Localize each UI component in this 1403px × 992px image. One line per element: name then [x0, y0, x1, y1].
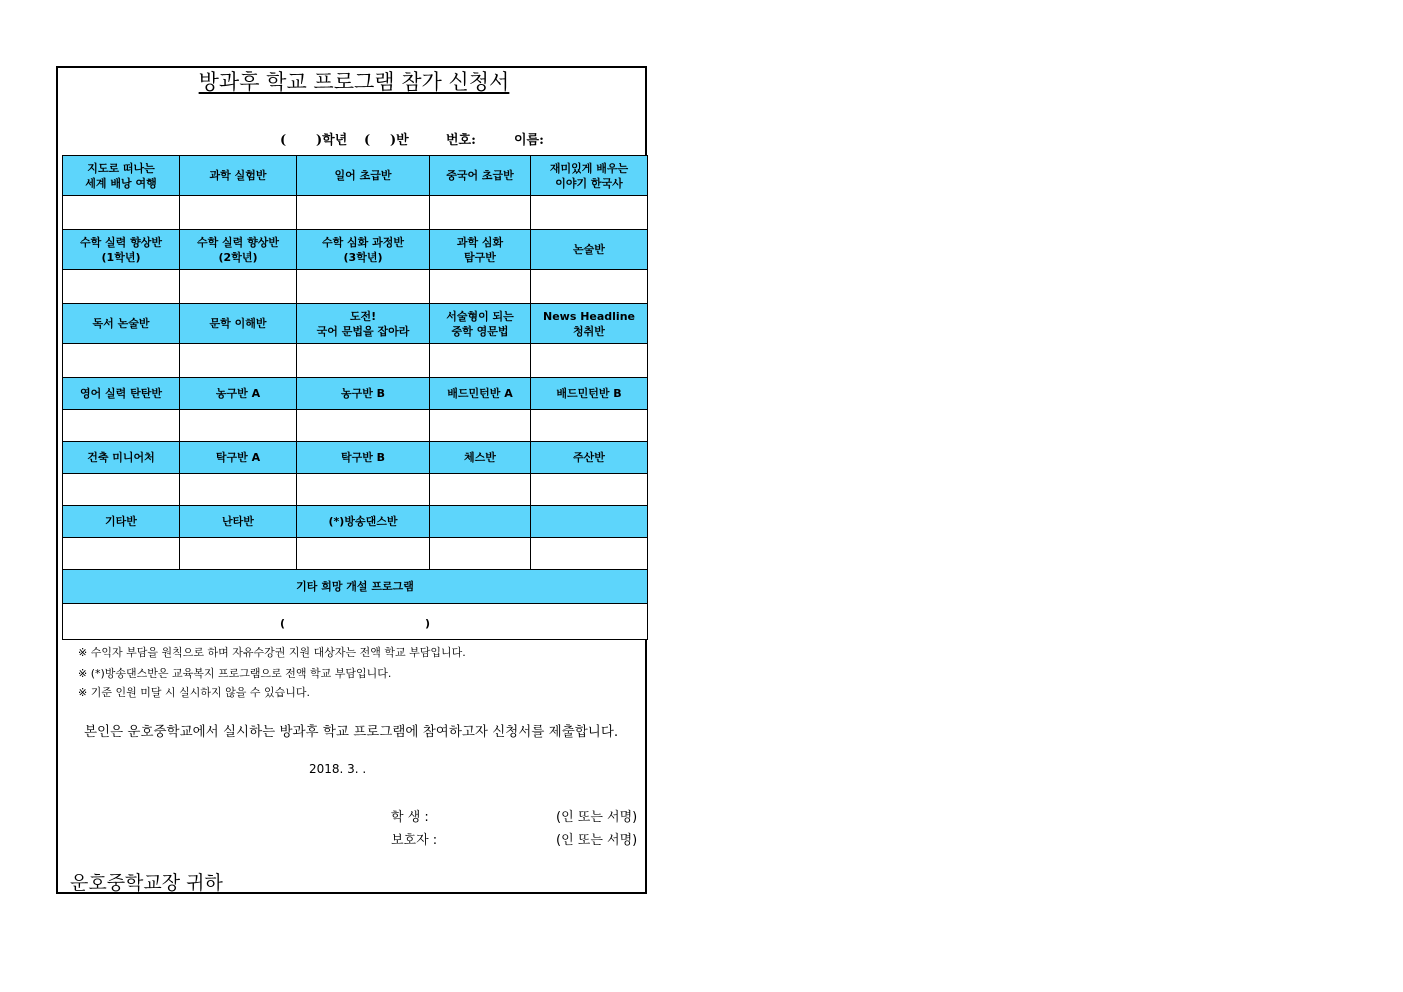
grade-input[interactable] [290, 132, 316, 150]
recipient-line: 운호중학교장 귀하 [70, 872, 223, 894]
program-selection-cell[interactable] [63, 538, 180, 570]
program-selection-cell[interactable] [63, 196, 180, 230]
program-name-row [63, 230, 648, 270]
program-name-cell: 기타반 [63, 506, 180, 538]
program-selection-cell[interactable] [531, 270, 648, 304]
program-selection-cell[interactable] [430, 270, 531, 304]
student-signature-field[interactable] [450, 804, 550, 822]
number-label: 번호: [446, 133, 476, 148]
note-2: ※ (*)방송댄스반은 교육복지 프로그램으로 전액 학교 부담입니다. [78, 667, 392, 680]
program-selection-cell[interactable] [297, 474, 430, 506]
program-selection-cell[interactable] [297, 270, 430, 304]
program-selection-row [63, 474, 648, 506]
program-name-cell: News Headline 청취반 [531, 304, 648, 344]
guardian-signature-note: (인 또는 서명) [556, 833, 638, 848]
program-selection-cell[interactable] [531, 538, 648, 570]
program-name-cell: 독서 논술반 [63, 304, 180, 344]
class-label: )반 [390, 133, 409, 148]
number-input[interactable] [486, 132, 512, 150]
program-table [62, 155, 648, 640]
note-3: ※ 기준 인원 미달 시 실시하지 않을 수 있습니다. [78, 686, 310, 699]
program-name-cell: 건축 미니어처 [63, 442, 180, 474]
name-input[interactable] [552, 132, 642, 150]
program-selection-cell[interactable] [430, 344, 531, 378]
program-name-cell: 서술형이 되는 중학 영문법 [430, 304, 531, 344]
guardian-signature-label: 보호자 : [391, 833, 438, 848]
program-selection-row [63, 270, 648, 304]
name-label: 이름: [514, 133, 544, 148]
program-selection-cell[interactable] [531, 410, 648, 442]
program-name-cell: 문학 이해반 [180, 304, 297, 344]
guardian-signature-field[interactable] [450, 827, 550, 845]
program-selection-row [63, 538, 648, 570]
program-selection-cell[interactable] [63, 410, 180, 442]
program-name-cell: 탁구반 B [297, 442, 430, 474]
program-selection-cell[interactable] [180, 474, 297, 506]
program-name-row [63, 304, 648, 344]
program-selection-cell[interactable] [297, 344, 430, 378]
class-open-paren: ( [364, 133, 371, 148]
program-selection-cell[interactable] [430, 196, 531, 230]
program-name-cell: 주산반 [531, 442, 648, 474]
program-selection-cell[interactable] [430, 410, 531, 442]
program-name-row [63, 378, 648, 410]
program-selection-cell[interactable] [430, 474, 531, 506]
application-date[interactable]: 2018. 3. . [309, 762, 367, 776]
program-name-cell: 탁구반 A [180, 442, 297, 474]
program-selection-cell[interactable] [430, 538, 531, 570]
program-selection-cell[interactable] [297, 410, 430, 442]
program-selection-cell[interactable] [180, 196, 297, 230]
program-name-cell: 중국어 초급반 [430, 156, 531, 196]
application-statement: 본인은 운호중학교에서 실시하는 방과후 학교 프로그램에 참여하고자 신청서를 제출합니다. [84, 724, 619, 740]
program-name-cell: 수학 실력 향상반 (2학년) [180, 230, 297, 270]
program-name-row [63, 156, 648, 196]
other-program-input[interactable] [285, 613, 425, 627]
program-selection-cell[interactable] [531, 344, 648, 378]
program-name-cell: 농구반 A [180, 378, 297, 410]
program-name-cell [430, 506, 531, 538]
program-name-cell: 도전! 국어 문법을 잡아라 [297, 304, 430, 344]
other-program-header-row [63, 570, 648, 604]
form-title: 방과후 학교 프로그램 참가 신청서 [198, 70, 510, 94]
program-selection-cell[interactable] [63, 344, 180, 378]
program-selection-cell[interactable] [63, 270, 180, 304]
program-selection-cell[interactable] [531, 196, 648, 230]
program-name-row [63, 442, 648, 474]
program-selection-cell[interactable] [180, 410, 297, 442]
other-program-entry[interactable] [63, 604, 648, 640]
other-program-open-paren: ( [279, 616, 285, 630]
program-name-cell: 재미있게 배우는 이야기 한국사 [531, 156, 648, 196]
program-name-cell: 과학 실험반 [180, 156, 297, 196]
grade-label: )학년 [316, 133, 348, 148]
program-name-cell: 체스반 [430, 442, 531, 474]
program-selection-row [63, 344, 648, 378]
program-name-cell [531, 506, 648, 538]
program-selection-cell[interactable] [180, 538, 297, 570]
program-name-cell: 영어 실력 탄탄반 [63, 378, 180, 410]
program-name-cell: 과학 심화 탐구반 [430, 230, 531, 270]
program-name-cell: 논술반 [531, 230, 648, 270]
grade-open-paren: ( [280, 133, 287, 148]
program-name-cell: 난타반 [180, 506, 297, 538]
program-name-cell: (*)방송댄스반 [297, 506, 430, 538]
program-name-cell: 일어 초급반 [297, 156, 430, 196]
program-selection-cell[interactable] [297, 538, 430, 570]
other-program-header: 기타 희망 개설 프로그램 [63, 570, 648, 604]
program-selection-cell[interactable] [297, 196, 430, 230]
program-selection-row [63, 196, 648, 230]
other-program-entry-row [63, 604, 648, 640]
program-selection-row [63, 410, 648, 442]
program-selection-cell[interactable] [180, 270, 297, 304]
student-signature-label: 학 생 : [391, 810, 429, 825]
program-name-cell: 농구반 B [297, 378, 430, 410]
program-name-cell: 수학 실력 향상반 (1학년) [63, 230, 180, 270]
note-1: ※ 수익자 부담을 원칙으로 하며 자유수강권 지원 대상자는 전액 학교 부담입니다. [78, 646, 466, 659]
program-name-row [63, 506, 648, 538]
program-selection-cell[interactable] [531, 474, 648, 506]
program-name-cell: 배드민턴반 B [531, 378, 648, 410]
program-selection-cell[interactable] [180, 344, 297, 378]
application-form [56, 66, 647, 894]
student-info-line [58, 132, 645, 150]
program-name-cell: 지도로 떠나는 세계 배낭 여행 [63, 156, 180, 196]
program-name-cell: 수학 심화 과정반 (3학년) [297, 230, 430, 270]
program-selection-cell[interactable] [63, 474, 180, 506]
student-signature-note: (인 또는 서명) [556, 810, 638, 825]
other-program-close-paren: ) [425, 616, 431, 630]
program-name-cell: 배드민턴반 A [430, 378, 531, 410]
